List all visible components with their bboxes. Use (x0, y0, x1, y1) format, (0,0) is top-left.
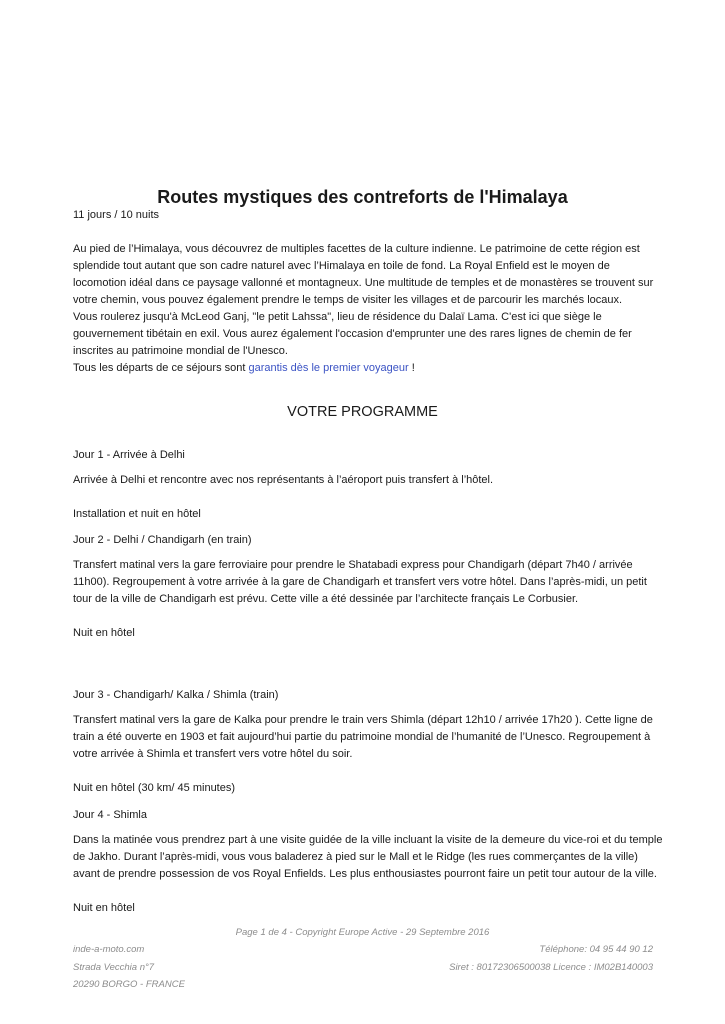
day-title: Jour 2 - Delhi / Chandigarh (en train) (73, 534, 252, 546)
day-title: Jour 3 - Chandigarh/ Kalka / Shimla (train) (73, 689, 279, 701)
intro-paragraph-2: Vous roulerez jusqu'à McLeod Ganj, "le petit Lahssa", lieu de résidence du Dalaï Lama. C'est ici que siège le gouvernement tibétain en exil. Vous aurez également l'occasion d'emprunter une des rares lignes de chemin de fer inscrites au patrimoine mondial de l'Unesco. (73, 311, 632, 357)
day-description: Transfert matinal vers la gare ferroviaire pour prendre le Shatabadi express pour Chandigarh (départ 7h40 / arrivée 11h00). Regroupement à votre arrivée à la gare de Chandigarh et transfert vers votre hôtel. Dans l’après-midi, un petit tour de la ville de Chandigarh est prévu. Cette ville a été dessinée par l’architecte français Le Corbusier. (73, 559, 647, 605)
day-2-section (73, 532, 663, 642)
day-accommodation: Nuit en hôtel (73, 627, 135, 639)
intro-paragraph-3 (73, 360, 663, 377)
guarantee-prefix: Tous les départs de ce séjours sont (73, 362, 249, 374)
footer-contact-block (449, 941, 653, 976)
day-accommodation: Nuit en hôtel (73, 902, 135, 914)
day-description: Dans la matinée vous prendrez part à une visite guidée de la ville incluant la visite de la demeure du vice-roi et du temple de Jakho. Durant l’après-midi, vous vous baladerez à pied sur le Mall et le Ridge (les rues commerçantes de la ville) avant de prendre possession de vos Royal Enfields. Les plus enthousiastes pourront faire un petit tour autour de la ville. (73, 834, 663, 880)
day-title: Jour 4 - Shimla (73, 809, 147, 821)
footer-website: inde-a-moto.com (73, 944, 145, 955)
trip-duration: 11 jours / 10 nuits (73, 209, 160, 221)
intro-paragraph-1: Au pied de l’Himalaya, vous découvrez de multiples facettes de la culture indienne. Le patrimoine de cette région est splendide tout autant que son cadre naturel avec l’Himalaya en toile de fond. La Royal Enfield est le moyen de locomotion idéal dans ce paysage vallonné et montagneux. Une multitude de temples et de monastères se trouvent sur votre chemin, vous pouvez également prendre le temps de visiter les villages et de parcourir les marchés locaux. (73, 243, 654, 306)
day-4-section (73, 807, 663, 917)
footer-address-block (73, 941, 185, 994)
guarantee-link[interactable]: garantis dès le premier voyageur (248, 362, 409, 374)
day-title: Jour 1 - Arrivée à Delhi (73, 449, 185, 461)
day-accommodation: Nuit en hôtel (30 km/ 45 minutes) (73, 782, 236, 794)
footer-phone: Téléphone: 04 95 44 90 12 (539, 944, 653, 955)
day-description: Arrivée à Delhi et rencontre avec nos représentants à l’aéroport puis transfert à l’hôtel. (73, 474, 494, 486)
intro-section (73, 241, 663, 377)
day-description: Transfert matinal vers la gare de Kalka pour prendre le train vers Shimla (départ 12h10 / arrivée 17h20 ). Cette ligne de train a été ouverte en 1903 et fait aujourd’hui partie du patrimoine mondial de l’humanité de l’Unesco. Regroupement à votre arrivée à Shimla et transfert vers votre hôtel du soir. (73, 714, 653, 760)
program-title: VOTRE PROGRAMME (287, 404, 438, 420)
guarantee-suffix: ! (408, 362, 415, 374)
footer-page-info: Page 1 de 4 - Copyright Europe Active - 29 Septembre 2016 (235, 927, 490, 938)
day-1-section (73, 447, 663, 523)
footer-address-street: Strada Vecchia n°7 (73, 961, 155, 973)
day-3-section (73, 687, 663, 797)
page-title: Routes mystiques des contreforts de l'Himalaya (157, 187, 568, 207)
day-accommodation: Installation et nuit en hôtel (73, 508, 201, 520)
footer-address-city: 20290 BORGO - FRANCE (73, 979, 185, 990)
footer-siret: Siret : 80172306500038 Licence : IM02B140003 (449, 961, 653, 973)
